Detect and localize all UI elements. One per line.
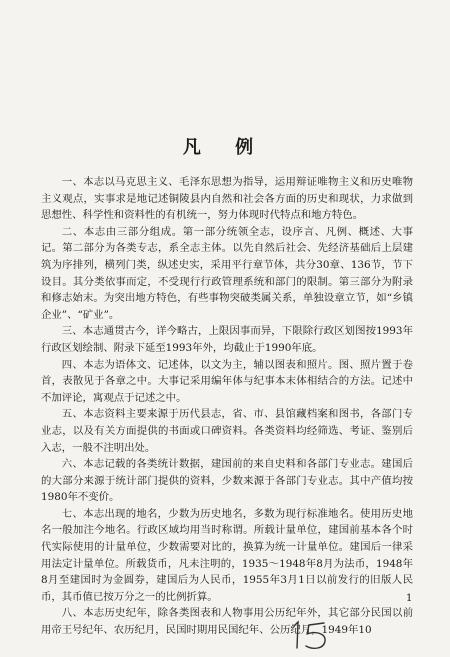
- paragraph: 八、本志历史纪年，除各类图表和人物事用公历纪年外，其它部分民国以前用帝王号纪年、农历纪月，民国时期用民国纪年、公历纪月，1949年10: [41, 607, 413, 637]
- paragraph: 七、本志出现的地名，少数为历史地名，多数为现行标准地名。使用历史地名一般加注今地名。行政区域均用当时称谓。所载计量单位，建国前基本各个时代实际使用的计量单位，少数需要对比的，换算为统一计量单位。建国后一律采用法定计量单位。所载货币，凡未注明的，1935～1948年8月为法币，1948年8月至建国时为金圆券，建国后为人民币，1955年3月1日以前发行的旧版人民币，其币值已按万分之一的比例折算。: [41, 507, 413, 603]
- document-body: [41, 174, 413, 639]
- page-title: 凡 例: [182, 137, 268, 158]
- page-number: 1: [406, 593, 413, 604]
- paragraph: 三、本志通贯古今，详今略古，上限因事而异，下限除行政区划图按1993年行政区划绘制、附录下延至1993年外，均截止于1990年底。: [41, 325, 413, 354]
- paragraph: 六、本志记载的各类统计数据，建国前的来自史料和各部门专业志。建国后的大部分来源于统计部门提供的资料，少数来源于各部门专业志。其中产值均按1980年不变价。: [41, 458, 413, 504]
- handwritten-15-glyph: [288, 618, 338, 652]
- paragraph: 五、本志资料主要来源于历代县志，省、市、县馆藏档案和图书，各部门专业志，以及有关方面提供的书面或口碑资料。各类资料均经筛选、考证、鉴别后入志，一般不注明出处。: [41, 408, 413, 454]
- handwritten-page-mark: [288, 618, 338, 656]
- paragraph: 四、本志为语体文、记述体，以文为主，辅以图表和照片。图、照片置于卷首，表散见于各章之中。大事记采用编年体与纪事本末体相结合的方法。记述中不加评论，寓观点于记述之中。: [41, 358, 413, 404]
- paragraph: 二、本志由三部分组成。第一部分统领全志，设序言、凡例、概述、大事记。第二部分为各类专志，系全志主体。以先自然后社会、先经济基础后上层建筑为序排列，横列门类，纵述史实，采用平行章节体，共分30章、136节，节下设目。其分类依事而定，不受现行行政管理系统和部门的限制。第三部分为附录和修志始末。为突出地方特色，有些事物突破类属关系，单独设章立节，如“乡镇企业”、“矿业”。: [41, 225, 413, 321]
- paragraph: 一、本志以马克思主义、毛泽东思想为指导，运用辩证唯物主义和历史唯物主义观点，实事求是地记述铜陵县内自然和社会各方面的历史和现状，力求做到思想性、科学性和资料性的有机统一，努力体现时代特点和地方特色。: [41, 176, 413, 222]
